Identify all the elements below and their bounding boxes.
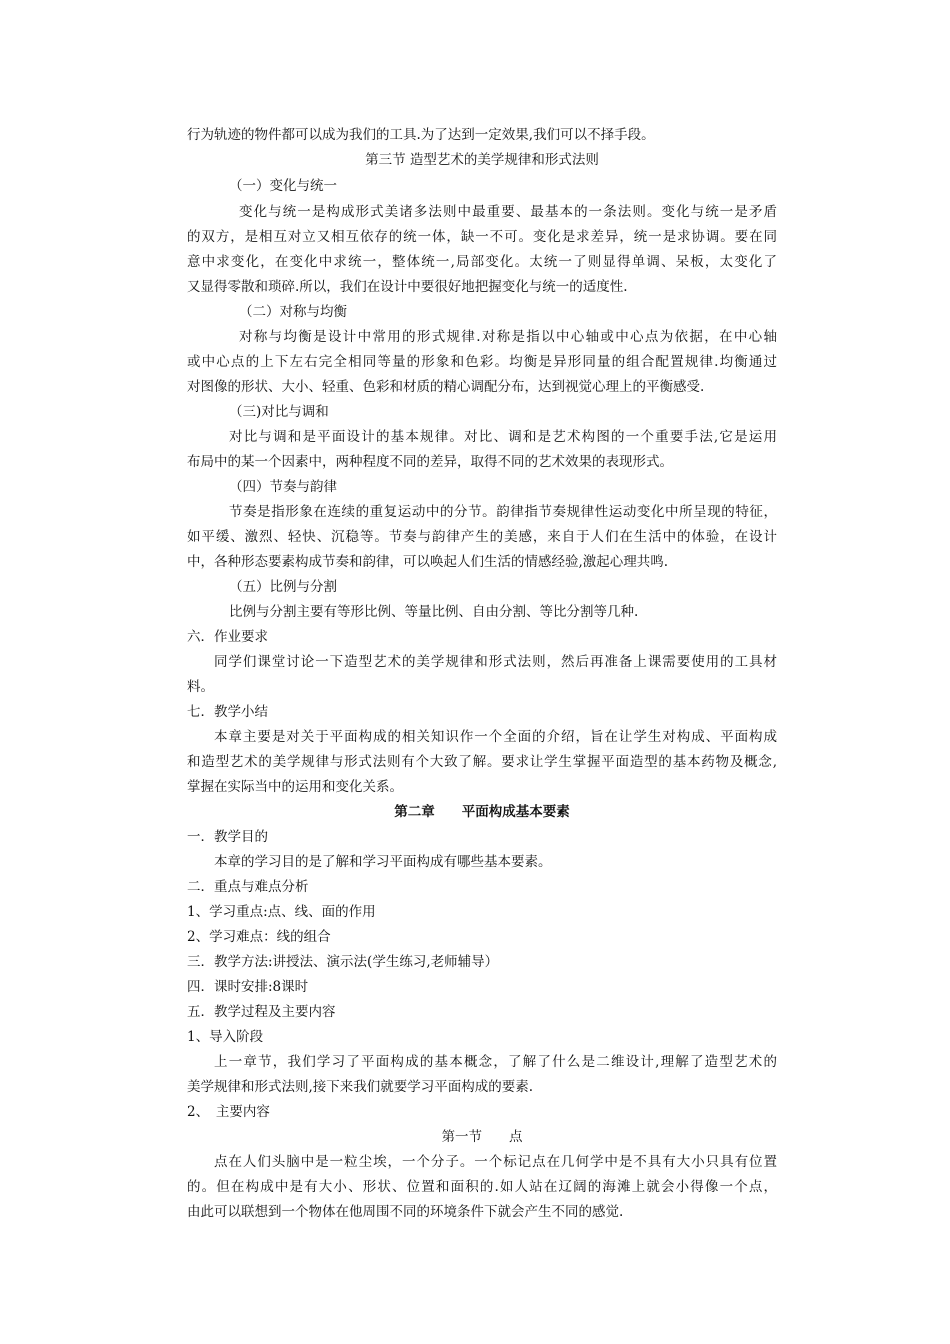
paragraph-line: 本章的学习目的是了解和学习平面构成有哪些基本要素。 [214, 854, 552, 870]
paragraph-line: 比例与分割主要有等形比例、等量比例、自由分割、等比分割等几种. [229, 604, 639, 620]
paragraph-line: 的双方，是相互对立又相互依存的统一体，缺一不可。变化是求差异，统一是求协调。要在同 [187, 229, 777, 245]
paragraph-line: 对比与调和是平面设计的基本规律。对比、调和是艺术构图的一个重要手法,它是运用 [229, 429, 777, 445]
paragraph-line: 或中心点的上下左右完全相同等量的形象和色彩。均衡是异形同量的组合配置规律.均衡通过 [187, 354, 777, 370]
paragraph-line: 对称与均衡是设计中常用的形式规律.对称是指以中心轴或中心点为依据，在中心轴 [239, 329, 777, 345]
subsection-heading: （四）节奏与韵律 [229, 479, 337, 495]
paragraph-line: 变化与统一是构成形式美诸多法则中最重要、最基本的一条法则。变化与统一是矛盾 [239, 204, 777, 220]
list-heading: 三．教学方法:讲授法、演示法(学生练习,老师辅导） [187, 954, 499, 970]
paragraph-line: 同学们课堂讨论一下造型艺术的美学规律和形式法则，然后再准备上课需要使用的工具材 [214, 654, 777, 670]
paragraph-line: 节奏是指形象在连续的重复运动中的分节。韵律指节奏规律性运动变化中所呈现的特征， [229, 504, 777, 520]
subsection-heading: （三)对比与调和 [229, 404, 329, 420]
section-heading: 第一节 点 [441, 1129, 523, 1145]
paragraph-line: 中，各种形态要素构成节奏和韵律，可以唤起人们生活的情感经验,激起心理共鸣. [187, 554, 669, 570]
paragraph-line: 由此可以联想到一个物体在他周围不同的环境条件下就会产生不同的感觉. [187, 1204, 624, 1220]
subsection-heading: （五）比例与分割 [229, 579, 337, 595]
list-item: 1、学习重点:点、线、面的作用 [187, 904, 376, 920]
chapter-heading: 第二章 平面构成基本要素 [394, 804, 570, 820]
paragraph-line: 意中求变化，在变化中求统一，整体统一,局部变化。太统一了则显得单调、呆板，太变化了 [187, 254, 777, 270]
paragraph-line: 上一章节，我们学习了平面构成的基本概念，了解了什么是二维设计,理解了造型艺术的 [214, 1054, 777, 1070]
paragraph-line: 料。 [187, 679, 214, 695]
paragraph-line: 布局中的某一个因素中，两种程度不同的差异，取得不同的艺术效果的表现形式。 [187, 454, 673, 470]
list-item: 2、学习难点：线的组合 [187, 929, 331, 945]
list-heading: 四．课时安排:8课时 [187, 979, 309, 995]
subsection-heading: （二）对称与均衡 [239, 304, 347, 320]
paragraph-line: 的。但在构成中是有大小、形状、位置和面积的.如人站在辽阔的海滩上就会小得像一个点， [187, 1179, 777, 1195]
paragraph-line: 如平缓、激烈、轻快、沉稳等。节奏与韵律产生的美感，来自于人们在生活中的体验，在设计 [187, 529, 777, 545]
list-item: 1、导入阶段 [187, 1029, 264, 1045]
list-heading: 七．教学小结 [187, 704, 268, 720]
paragraph-line: 美学规律和形式法则,接下来我们就要学习平面构成的要素. [187, 1079, 534, 1095]
section-heading: 第三节 造型艺术的美学规律和形式法则 [365, 152, 599, 168]
paragraph-line: 点在人们头脑中是一粒尘埃，一个分子。一个标记点在几何学中是不具有大小只具有位置 [214, 1154, 777, 1170]
list-heading: 一．教学目的 [187, 829, 268, 845]
list-heading: 五．教学过程及主要内容 [187, 1004, 336, 1020]
paragraph-line: 又显得零散和琐碎.所以，我们在设计中要很好地把握变化与统一的适度性. [187, 279, 628, 295]
list-heading: 二．重点与难点分析 [187, 879, 309, 895]
paragraph-line: 和造型艺术的美学规律与形式法则有个大致了解。要求让学生掌握平面造型的基本药物及概念, [187, 754, 777, 770]
paragraph-line: 本章主要是对关于平面构成的相关知识作一个全面的介绍，旨在让学生对构成、平面构成 [214, 729, 777, 745]
text-line: 行为轨迹的物件都可以成为我们的工具.为了达到一定效果,我们可以不择手段。 [187, 127, 655, 143]
paragraph-line: 掌握在实际当中的运用和变化关系。 [187, 779, 403, 795]
subsection-heading: （一）变化与统一 [229, 178, 337, 194]
paragraph-line: 对图像的形状、大小、轻重、色彩和材质的精心调配分布，达到视觉心理上的平衡感受. [187, 379, 705, 395]
list-item: 2、 主要内容 [187, 1104, 270, 1120]
list-heading: 六．作业要求 [187, 629, 268, 645]
